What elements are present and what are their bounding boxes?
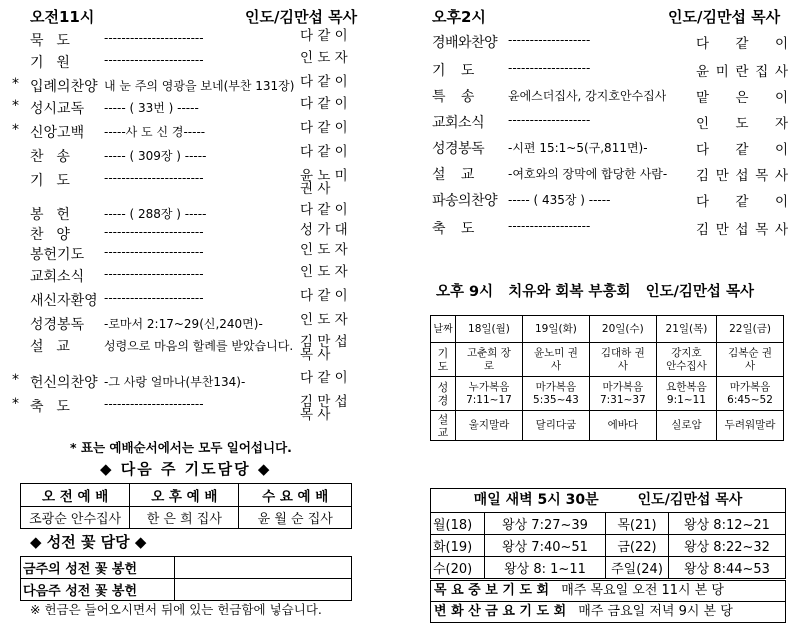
order-leader: 인 도 자	[300, 264, 348, 280]
order-leader: 다 같 이	[300, 28, 348, 44]
afternoon-order-detail: -시편 15:1~5(구,811면)-	[508, 141, 648, 155]
revival-sermon: 달리다굼	[522, 411, 589, 441]
standing-marker: *	[12, 396, 19, 412]
duty-name-afternoon: 한 은 희 집사	[130, 507, 239, 529]
afternoon-leader: 인도/김만섭 목사	[668, 8, 781, 26]
offering-note: ※ 헌금은 들어오시면서 뒤에 있는 헌금함에 넣습니다.	[30, 602, 322, 617]
flowers-this-week-label: 금주의 성전 꽃 봉헌	[21, 557, 175, 579]
order-leader: 다 같 이	[300, 202, 348, 218]
revival-corner: 날짜	[431, 316, 456, 343]
order-detail: 성령으로 마음의 할례를 받았습니다.	[104, 339, 294, 353]
order-detail: -----------------------	[104, 267, 204, 281]
dawn-day: 주일(24)	[606, 557, 669, 579]
dawn-title: 매일 새벽 5시 30분 인도/김만섭 목사	[473, 492, 743, 508]
order-label: 축 도	[30, 399, 69, 415]
order-detail: -----------------------	[104, 31, 204, 45]
order-leader: 다 같 이	[300, 74, 348, 90]
revival-row-sermon: 설교	[431, 411, 456, 441]
revival-scripture: 마가복음 5:35~43	[522, 377, 589, 411]
order-leader: 인 도 자	[300, 312, 348, 328]
dawn-day: 수(20)	[431, 557, 485, 579]
dawn-day: 목(21)	[606, 513, 669, 535]
afternoon-order-label: 기 도	[432, 63, 474, 79]
order-detail: -----------------------	[104, 225, 204, 239]
order-label: 기 도	[30, 173, 69, 189]
order-label: 교회소식	[30, 269, 85, 285]
afternoon-order-leader: 다 같 이	[696, 142, 788, 158]
order-label: 입례의찬양	[30, 79, 98, 95]
afternoon-order-leader: 김 만 섭 목 사	[696, 222, 788, 238]
revival-row-scripture: 성경	[431, 377, 456, 411]
afternoon-order-detail: -------------------	[508, 33, 591, 47]
order-detail: -그 사랑 얼마나(부찬134)-	[104, 375, 246, 389]
order-detail: -----------------------	[104, 171, 204, 185]
afternoon-order-label: 파송의찬양	[432, 193, 498, 209]
revival-table	[430, 315, 784, 441]
revival-row-prayer: 기도	[431, 343, 456, 377]
afternoon-title: 오후2시	[432, 8, 486, 26]
order-label: 새신자환영	[30, 293, 98, 309]
order-leader: 인 도 자	[300, 242, 348, 258]
standing-marker: *	[12, 76, 19, 92]
standing-note: * 표는 예배순서에서는 모두 일어섭니다.	[70, 440, 292, 455]
revival-sermon: 에바다	[589, 411, 656, 441]
afternoon-order-label: 특 송	[432, 89, 474, 105]
order-detail: -----------------------	[104, 245, 204, 259]
afternoon-order-detail: -여호와의 장막에 합당한 사람-	[508, 167, 668, 181]
order-leader: 성 가 대	[300, 222, 348, 238]
order-label: 봉 헌	[30, 207, 69, 223]
revival-day: 18일(월)	[456, 316, 523, 343]
revival-scripture: 누가복음 7:11~17	[456, 377, 523, 411]
flowers-next-week-value	[175, 579, 352, 601]
order-detail: -로마서 2:17~29(신,240면)-	[104, 317, 263, 331]
order-detail: ----- ( 33번 ) -----	[104, 101, 199, 115]
order-label: 헌신의찬양	[30, 375, 98, 391]
meeting-thursday-text: 매주 목요일 오전 11시 본 당	[561, 583, 724, 598]
order-leader: 김 만 섭 목 사	[300, 334, 348, 363]
revival-scripture: 마가복음 7:31~37	[589, 377, 656, 411]
order-label: 성경봉독	[30, 317, 85, 333]
order-detail: ----- ( 309장 ) -----	[104, 149, 207, 163]
dawn-passage: 왕상 8:44~53	[669, 557, 786, 579]
duty-header-afternoon: 오 후 예 배	[130, 484, 239, 507]
afternoon-order-leader: 김 만 섭 목 사	[696, 168, 788, 184]
revival-prayer: 강지호 안수집사	[656, 343, 716, 377]
order-label: 찬 송	[30, 149, 69, 165]
afternoon-order-leader: 맡 은 이	[696, 90, 788, 106]
dawn-day: 월(18)	[431, 513, 485, 535]
afternoon-order-leader: 인 도 자	[696, 116, 788, 132]
order-leader: 김 만 섭 목 사	[300, 394, 348, 423]
afternoon-order-detail: -------------------	[508, 219, 591, 233]
order-label: 설 교	[30, 339, 69, 355]
dawn-title-box	[430, 488, 786, 513]
order-label: 성시교독	[30, 101, 85, 117]
afternoon-order-leader: 다 같 이	[696, 194, 788, 210]
duty-header-morning: 오 전 예 배	[21, 484, 130, 507]
afternoon-order-detail: 윤에스더집사, 강지호안수집사	[508, 89, 667, 103]
order-leader: 인 도 자	[300, 50, 348, 66]
prayer-duty-table	[20, 483, 352, 529]
revival-prayer: 고춘희 장 로	[456, 343, 523, 377]
revival-sermon: 실로암	[656, 411, 716, 441]
dawn-day: 화(19)	[431, 535, 485, 557]
afternoon-order-label: 경배와찬양	[432, 35, 498, 51]
meeting-thursday	[430, 580, 786, 602]
revival-scripture: 요한복음 9:1~11	[656, 377, 716, 411]
order-leader: 다 같 이	[300, 144, 348, 160]
meeting-friday-text: 매주 금요일 저녁 9시 본 당	[578, 604, 733, 619]
order-leader: 다 같 이	[300, 120, 348, 136]
meeting-friday	[430, 601, 786, 623]
duty-name-morning: 조광순 안수집사	[21, 507, 130, 529]
dawn-passage: 왕상 8: 1~11	[485, 557, 606, 579]
revival-day: 21일(목)	[656, 316, 716, 343]
morning-title: 오전11시	[30, 8, 95, 26]
standing-marker: *	[12, 122, 19, 138]
duty-name-wednesday: 윤 월 순 집사	[239, 507, 352, 529]
revival-prayer: 윤노미 권 사	[522, 343, 589, 377]
flowers-next-week-label: 다음주 성전 꽃 봉헌	[21, 579, 175, 601]
meeting-thursday-label: 목 요 중 보 기 도 회	[434, 583, 550, 598]
order-label: 기 원	[30, 55, 69, 71]
meeting-friday-label: 변 화 산 금 요 기 도 회	[434, 604, 567, 619]
afternoon-order-leader: 다 같 이	[696, 36, 788, 52]
order-leader: 다 같 이	[300, 370, 348, 386]
dawn-passage: 왕상 8:22~32	[669, 535, 786, 557]
standing-marker: *	[12, 98, 19, 114]
afternoon-order-label: 성경봉독	[432, 141, 485, 157]
afternoon-order-label: 교회소식	[432, 115, 485, 131]
revival-prayer: 김대하 권 사	[589, 343, 656, 377]
order-label: 찬 양	[30, 227, 69, 243]
standing-marker: *	[12, 372, 19, 388]
revival-prayer: 김복순 권 사	[717, 343, 784, 377]
afternoon-order-detail: ----- ( 435장 ) -----	[508, 193, 611, 207]
order-detail: -----------------------	[104, 291, 204, 305]
afternoon-order-detail: -------------------	[508, 61, 591, 75]
revival-day: 20일(수)	[589, 316, 656, 343]
afternoon-order-detail: -------------------	[508, 113, 591, 127]
prayer-duty-title: ◆ 다음 주 기도담당 ◆	[100, 460, 272, 478]
revival-scripture: 마가복음 6:45~52	[717, 377, 784, 411]
order-leader: 다 같 이	[300, 288, 348, 304]
order-detail: -----------------------	[104, 53, 204, 67]
afternoon-order-label: 축 도	[432, 221, 474, 237]
order-leader: 다 같 이	[300, 96, 348, 112]
order-detail: -----------------------	[104, 397, 204, 411]
dawn-passage: 왕상 7:27~39	[485, 513, 606, 535]
duty-header-wednesday: 수 요 예 배	[239, 484, 352, 507]
dawn-passage: 왕상 7:40~51	[485, 535, 606, 557]
order-label: 신앙고백	[30, 125, 85, 141]
order-label: 봉헌기도	[30, 247, 85, 263]
afternoon-order-leader: 윤 미 란 집 사	[696, 64, 788, 80]
revival-day: 22일(금)	[717, 316, 784, 343]
dawn-day: 금(22)	[606, 535, 669, 557]
revival-sermon: 두려워말라	[717, 411, 784, 441]
dawn-passage: 왕상 8:12~21	[669, 513, 786, 535]
order-detail: -----사 도 신 경-----	[104, 125, 206, 139]
order-label: 묵 도	[30, 33, 69, 49]
afternoon-order-label: 설 교	[432, 167, 474, 183]
revival-title: 오후 9시 치유와 회복 부흥회 인도/김만섭 목사	[436, 284, 754, 300]
revival-day: 19일(화)	[522, 316, 589, 343]
order-detail: 내 눈 주의 영광을 보네(부찬 131장)	[104, 79, 294, 93]
flowers-title: ◆ 성전 꽃 담당 ◆	[30, 533, 147, 551]
morning-leader: 인도/김만섭 목사	[245, 8, 358, 26]
order-leader: 윤 노 미 권 사	[300, 168, 348, 197]
flowers-this-week-value	[175, 557, 352, 579]
dawn-table	[430, 512, 786, 579]
flowers-table	[20, 556, 352, 601]
revival-sermon: 울지말라	[456, 411, 523, 441]
order-detail: ----- ( 288장 ) -----	[104, 207, 207, 221]
